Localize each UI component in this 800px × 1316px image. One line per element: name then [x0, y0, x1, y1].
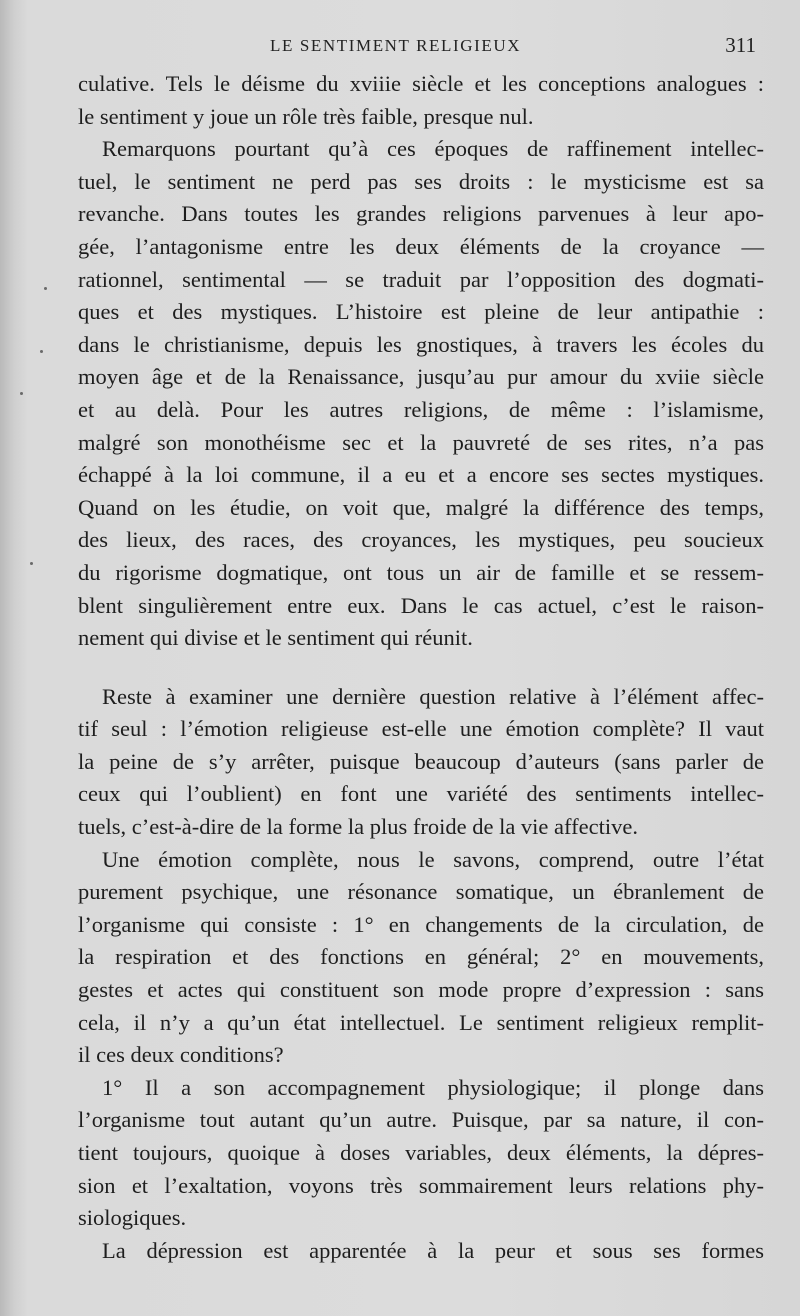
- text-line: tuel, le sentiment ne perd pas ses droits : le mysticisme est sa: [78, 168, 764, 194]
- paper-speck: [20, 392, 23, 395]
- text-line: tuels, c’est-à-dire de la forme la plus froide de la vie affective.: [78, 814, 638, 840]
- text-line: rationnel, sentimental — se traduit par l’opposition des dogmati-: [78, 266, 764, 292]
- text-line: Une émotion complète, nous le savons, comprend, outre l’état: [102, 846, 764, 872]
- paragraph: [78, 68, 764, 133]
- text-line: revanche. Dans toutes les grandes religions parvenues à leur apo-: [78, 201, 764, 227]
- text-line: cela, il n’y a qu’un état intellectuel. Le sentiment religieux remplit-: [78, 1009, 764, 1035]
- paper-speck: [44, 287, 47, 290]
- text-line: culative. Tels le déisme du xviiie siècle et les conceptions analogues :: [78, 71, 764, 96]
- text-line: l’organisme qui consiste : 1° en changements de la circulation, de: [78, 911, 764, 937]
- text-line: La dépression est apparentée à la peur et sous ses formes: [102, 1237, 764, 1263]
- body-text: [78, 68, 764, 1267]
- text-line: le sentiment y joue un rôle très faible, presque nul.: [78, 103, 534, 129]
- text-line: malgré son monothéisme sec et la pauvreté de ses rites, n’a pas: [78, 429, 764, 455]
- text-line: moyen âge et de la Renaissance, jusqu’au pur amour du xviie siècle: [78, 364, 764, 390]
- text-line: la respiration et des fonctions en général; 2° en mouvements,: [78, 944, 764, 970]
- text-line: gée, l’antagonisme entre les deux éléments de la croyance —: [78, 233, 764, 259]
- paragraph: [78, 844, 764, 1072]
- text-line: la peine de s’y arrêter, puisque beaucoup d’auteurs (sans parler de: [78, 748, 764, 774]
- paper-speck: [30, 562, 33, 565]
- text-line: gestes et actes qui constituent son mode propre d’expression : sans: [78, 977, 764, 1003]
- text-line: siologiques.: [78, 1205, 187, 1231]
- text-line: tif seul : l’émotion religieuse est-elle une émotion complète? Il vaut: [78, 716, 764, 742]
- paragraph: [78, 681, 764, 844]
- paragraph: [78, 1235, 764, 1268]
- text-line: ceux qui l’oublient) en font une variété des sentiments intellec-: [78, 781, 764, 807]
- page-number: 311: [725, 33, 756, 57]
- text-line: du rigorisme dogmatique, ont tous un air de famille et se ressem-: [78, 559, 764, 585]
- paragraph: [78, 133, 764, 655]
- section-gap: [78, 655, 764, 681]
- text-line: sion et l’exaltation, voyons très sommairement leurs relations phy-: [78, 1172, 764, 1198]
- text-line: Reste à examiner une dernière question relative à l’élément affec-: [102, 683, 764, 709]
- text-line: des lieux, des races, des croyances, les mystiques, peu soucieux: [78, 527, 764, 553]
- text-line: dans le christianisme, depuis les gnostiques, à travers les écoles du: [78, 331, 764, 357]
- text-line: Quand on les étudie, on voit que, malgré la différence des temps,: [78, 494, 764, 520]
- text-line: échappé à la loi commune, il a eu et a encore ses sectes mystiques.: [78, 462, 764, 488]
- running-head: LE SENTIMENT RELIGIEUX: [270, 36, 522, 55]
- text-line: tient toujours, quoique à doses variables, deux éléments, la dépres-: [78, 1140, 764, 1165]
- text-line: 1° Il a son accompagnement physiologique; il plonge dans: [102, 1074, 764, 1100]
- text-line: nement qui divise et le sentiment qui réunit.: [78, 625, 473, 651]
- text-line: Remarquons pourtant qu’à ces époques de raffinement intellec-: [102, 136, 764, 162]
- text-line: purement psychique, une résonance somatique, un ébranlement de: [78, 879, 764, 905]
- text-line: et au delà. Pour les autres religions, de même : l’islamisme,: [78, 396, 764, 422]
- text-line: il ces deux conditions?: [78, 1042, 284, 1068]
- text-line: ques et des mystiques. L’histoire est pleine de leur antipathie :: [78, 299, 764, 325]
- paragraph: [78, 1072, 764, 1235]
- paper-speck: [40, 350, 43, 353]
- text-line: blent singulièrement entre eux. Dans le cas actuel, c’est le raison-: [78, 592, 764, 618]
- text-line: l’organisme tout autant qu’un autre. Puisque, par sa nature, il con-: [78, 1107, 764, 1133]
